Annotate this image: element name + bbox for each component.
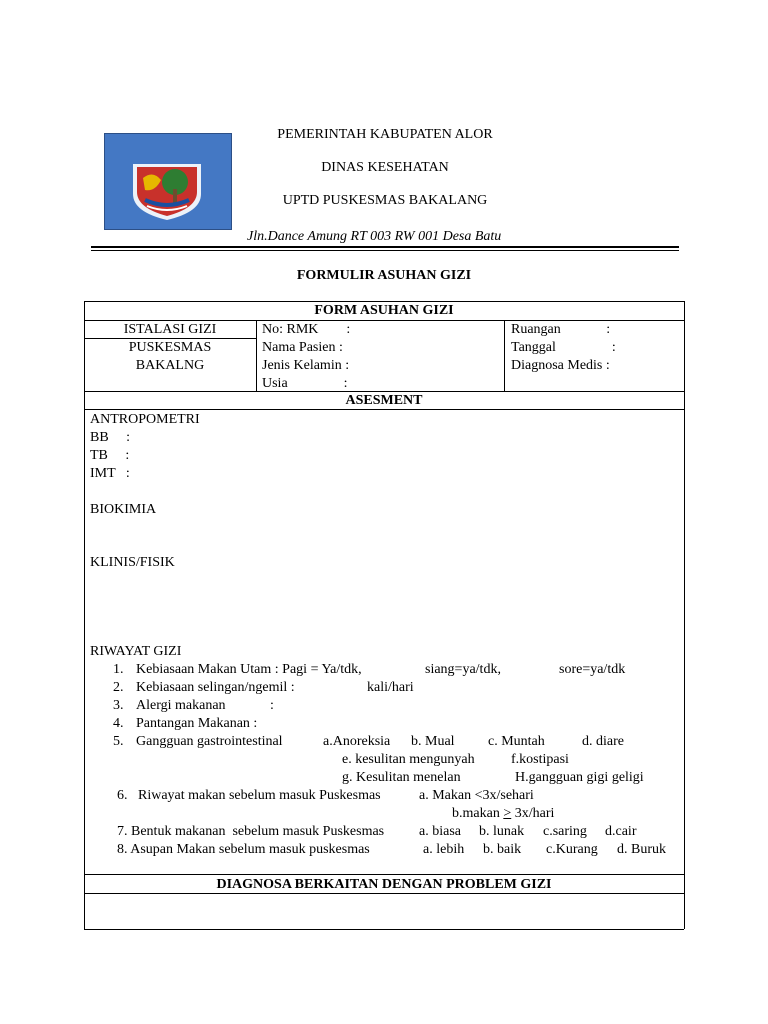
table-title: FORM ASUHAN GIZI xyxy=(314,303,454,318)
imt-field[interactable]: IMT : xyxy=(90,466,130,481)
riwayat-gizi-heading: RIWAYAT GIZI xyxy=(90,644,182,659)
usia-field[interactable]: Usia : xyxy=(262,376,348,391)
header-address: Jln.Dance Amung RT 003 RW 001 Desa Batu xyxy=(247,229,502,244)
muntah-option[interactable]: c. Muntah xyxy=(488,734,545,749)
anoreksia-option[interactable]: a.Anoreksia xyxy=(323,734,391,749)
gangguan-gigi-option[interactable]: H.gangguan gigi geligi xyxy=(515,770,644,785)
header-department: DINAS KESEHATAN xyxy=(321,160,449,175)
table-rule xyxy=(84,874,684,875)
option-text: b.makan xyxy=(452,806,504,821)
asesment-heading: ASESMENT xyxy=(345,393,423,408)
kesulitan-mengunyah-option[interactable]: e. kesulitan mengunyah xyxy=(342,752,475,767)
klinis-fisik-heading: KLINIS/FISIK xyxy=(90,555,175,570)
mual-option[interactable]: b. Mual xyxy=(411,734,455,749)
sore-option[interactable]: sore=ya/tdk xyxy=(559,662,626,677)
greater-equal-symbol: > xyxy=(503,806,512,821)
table-border-right xyxy=(684,301,685,929)
document-title: FORMULIR ASUHAN GIZI xyxy=(296,268,472,283)
siang-option[interactable]: siang=ya/tdk, xyxy=(425,662,501,677)
table-col-divider xyxy=(504,320,505,391)
emblem-icon xyxy=(105,134,231,229)
header-rule-thick xyxy=(91,246,679,248)
istalasi-gizi-label: ISTALASI GIZI xyxy=(123,322,217,337)
antropometri-heading: ANTROPOMETRI xyxy=(90,412,200,427)
jenis-kelamin-field[interactable]: Jenis Kelamin : xyxy=(262,358,350,373)
tb-field[interactable]: TB : xyxy=(90,448,130,463)
alergi-makanan-item: Alergi makanan xyxy=(136,698,226,713)
kali-hari-unit: kali/hari xyxy=(367,680,414,695)
kebiasaan-selingan-item: Kebiasaan selingan/ngemil : xyxy=(136,680,295,695)
baik-option[interactable]: b. baik xyxy=(483,842,522,857)
lunak-option[interactable]: b. lunak xyxy=(479,824,525,839)
saring-option[interactable]: c.saring xyxy=(543,824,587,839)
biokimia-heading: BIOKIMIA xyxy=(90,502,157,517)
table-border-bottom xyxy=(84,929,684,930)
diagnosa-input-area[interactable] xyxy=(85,894,683,928)
kesulitan-menelan-option[interactable]: g. Kesulitan menelan xyxy=(342,770,461,785)
lebih-option[interactable]: a. lebih xyxy=(423,842,465,857)
gangguan-gastrointestinal-item: Gangguan gastrointestinal xyxy=(136,734,283,749)
kurang-option[interactable]: c.Kurang xyxy=(546,842,598,857)
list-number: 3. xyxy=(113,698,124,713)
list-number: 1. xyxy=(113,662,124,677)
list-number: 4. xyxy=(113,716,124,731)
kostipasi-option[interactable]: f.kostipasi xyxy=(511,752,569,767)
makan-kurang-3x-option[interactable]: a. Makan <3x/sehari xyxy=(419,788,534,803)
pantangan-makanan-item: Pantangan Makanan : xyxy=(136,716,258,731)
riwayat-makan-item: 6. Riwayat makan sebelum masuk Puskesmas xyxy=(117,788,381,803)
list-number: 5. xyxy=(113,734,124,749)
header-rule-thin xyxy=(91,250,679,251)
alergi-colon: : xyxy=(270,698,274,713)
diagnosa-heading: DIAGNOSA BERKAITAN DENGAN PROBLEM GIZI xyxy=(216,877,552,892)
bentuk-makanan-item: 7. Bentuk makanan sebelum masuk Puskesmas xyxy=(117,824,385,839)
bakalng-label: BAKALNG xyxy=(135,358,205,373)
kabupaten-alor-logo xyxy=(104,133,232,230)
buruk-option[interactable]: d. Buruk xyxy=(617,842,666,857)
header-government: PEMERINTAH KABUPATEN ALOR xyxy=(277,127,493,142)
option-text: 3x/hari xyxy=(511,806,555,821)
list-number: 2. xyxy=(113,680,124,695)
table-col-divider xyxy=(256,320,257,391)
bb-field[interactable]: BB : xyxy=(90,430,131,445)
diare-option[interactable]: d. diare xyxy=(582,734,624,749)
ruangan-field[interactable]: Ruangan : xyxy=(511,322,611,337)
kebiasaan-makan-item: Kebiasaan Makan Utam : Pagi = Ya/tdk, xyxy=(136,662,362,677)
makan-lebih-3x-option[interactable] xyxy=(452,805,554,823)
header-puskesmas: UPTD PUSKESMAS BAKALANG xyxy=(282,193,488,208)
tanggal-field[interactable]: Tanggal : xyxy=(511,340,616,355)
biasa-option[interactable]: a. biasa xyxy=(419,824,461,839)
asupan-makan-item: 8. Asupan Makan sebelum masuk puskesmas xyxy=(117,842,370,857)
no-rmk-field[interactable]: No: RMK : xyxy=(262,322,351,337)
nama-pasien-field[interactable]: Nama Pasien : xyxy=(262,340,343,355)
puskesmas-label: PUSKESMAS xyxy=(128,340,212,355)
diagnosa-medis-field[interactable]: Diagnosa Medis : xyxy=(511,358,610,373)
cair-option[interactable]: d.cair xyxy=(605,824,637,839)
